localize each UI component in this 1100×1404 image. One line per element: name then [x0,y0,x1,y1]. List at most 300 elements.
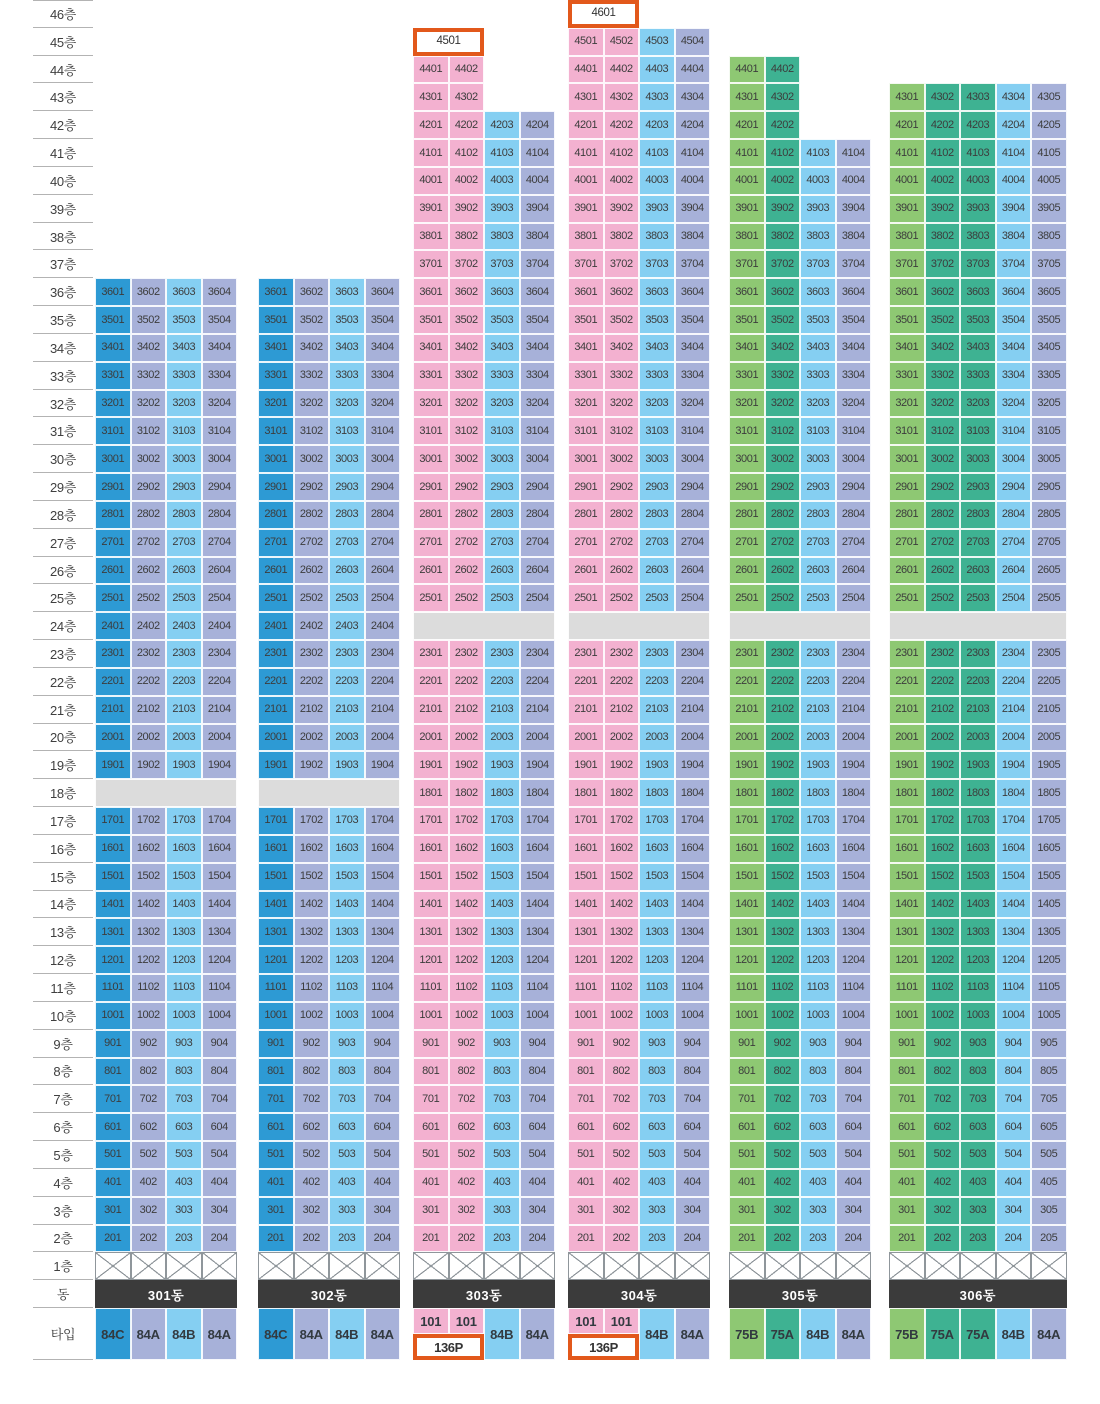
unit-cell[interactable]: 1302 [925,918,961,946]
unit-cell[interactable]: 1802 [925,779,961,807]
unit-cell[interactable]: 3405 [1031,334,1067,362]
unit-cell[interactable]: 503 [639,1141,675,1169]
unit-cell[interactable]: 1901 [729,751,765,779]
unit-cell[interactable]: 3602 [294,278,330,306]
unit-cell[interactable]: 502 [449,1141,485,1169]
unit-cell[interactable]: 3204 [520,390,556,418]
unit-cell[interactable]: 1705 [1031,807,1067,835]
unit-cell[interactable]: 4302 [604,83,640,111]
unit-cell[interactable]: 3102 [925,417,961,445]
unit-cell[interactable]: 703 [484,1085,520,1113]
unit-cell[interactable]: 1603 [329,835,365,863]
unit-cell[interactable]: 3501 [258,306,294,334]
unit-cell[interactable]: 3101 [729,417,765,445]
unit-cell[interactable]: 4301 [568,83,604,111]
unit-cell[interactable]: 1702 [449,807,485,835]
unit-cell[interactable]: 2003 [960,724,996,752]
unit-cell[interactable]: 1402 [925,891,961,919]
unit-cell[interactable]: 1603 [484,835,520,863]
unit-cell[interactable]: 1603 [800,835,836,863]
unit-cell[interactable]: 1701 [729,807,765,835]
unit-cell[interactable]: 3302 [925,362,961,390]
unit-cell[interactable]: 604 [675,1113,711,1141]
unit-cell[interactable]: 2102 [765,696,801,724]
unit-cell[interactable]: 3301 [258,362,294,390]
unit-cell[interactable]: 503 [329,1141,365,1169]
unit-cell[interactable]: 2504 [365,584,401,612]
unit-cell[interactable]: 4103 [800,139,836,167]
unit-cell[interactable]: 2801 [258,501,294,529]
unit-cell[interactable]: 2502 [604,584,640,612]
unit-cell[interactable]: 1004 [520,1002,556,1030]
unit-cell[interactable]: 2504 [202,584,238,612]
unit-cell[interactable]: 302 [131,1197,167,1225]
unit-cell[interactable]: 2001 [729,724,765,752]
unit-cell[interactable]: 1402 [294,891,330,919]
unit-cell[interactable]: 1904 [365,751,401,779]
unit-cell[interactable]: 3202 [765,390,801,418]
unit-cell[interactable]: 4102 [925,139,961,167]
unit-cell[interactable]: 4202 [449,111,485,139]
unit-cell[interactable]: 201 [729,1225,765,1253]
unit-cell[interactable]: 3604 [675,278,711,306]
unit-cell[interactable]: 1401 [413,891,449,919]
unit-cell[interactable]: 301 [889,1197,925,1225]
unit-cell[interactable]: 4001 [413,167,449,195]
unit-cell[interactable]: 1704 [520,807,556,835]
unit-cell[interactable]: 1601 [95,835,131,863]
unit-cell[interactable]: 502 [294,1141,330,1169]
unit-cell[interactable]: 904 [365,1030,401,1058]
unit-cell[interactable]: 4204 [520,111,556,139]
unit-cell[interactable]: 2101 [95,696,131,724]
unit-cell[interactable]: 901 [95,1030,131,1058]
unit-cell[interactable]: 3602 [925,278,961,306]
unit-cell[interactable]: 2002 [925,724,961,752]
unit-cell[interactable]: 1001 [889,1002,925,1030]
unit-cell[interactable]: 3502 [131,306,167,334]
unit-cell[interactable]: 2804 [996,501,1032,529]
unit-cell[interactable]: 303 [800,1197,836,1225]
unit-cell[interactable]: 3903 [800,195,836,223]
unit-cell[interactable]: 3603 [166,278,202,306]
unit-cell[interactable]: 4204 [675,111,711,139]
unit-cell[interactable]: 2903 [166,473,202,501]
unit-cell[interactable]: 1901 [889,751,925,779]
unit-cell[interactable]: 2502 [765,584,801,612]
unit-cell[interactable]: 3102 [604,417,640,445]
unit-cell[interactable]: 1504 [365,863,401,891]
unit-cell[interactable]: 2901 [568,473,604,501]
unit-cell[interactable]: 2903 [484,473,520,501]
unit-cell[interactable]: 1501 [568,863,604,891]
unit-cell[interactable]: 4201 [413,111,449,139]
unit-cell[interactable]: 3402 [925,334,961,362]
unit-cell[interactable]: 2202 [294,668,330,696]
unit-cell[interactable]: 3604 [202,278,238,306]
unit-cell[interactable]: 3302 [294,362,330,390]
unit-cell[interactable]: 602 [604,1113,640,1141]
unit-cell[interactable]: 3402 [449,334,485,362]
unit-cell[interactable]: 504 [365,1141,401,1169]
unit-cell[interactable]: 501 [889,1141,925,1169]
unit-cell[interactable]: 2802 [765,501,801,529]
unit-cell[interactable]: 1202 [131,946,167,974]
unit-cell[interactable]: 205 [1031,1225,1067,1253]
unit-cell[interactable]: 3602 [765,278,801,306]
unit-cell[interactable]: 3703 [639,250,675,278]
unit-cell[interactable]: 702 [131,1085,167,1113]
unit-cell[interactable]: 1404 [520,891,556,919]
unit-cell[interactable]: 3902 [765,195,801,223]
unit-cell[interactable]: 3504 [202,306,238,334]
unit-cell[interactable]: 703 [639,1085,675,1113]
unit-cell[interactable]: 202 [604,1225,640,1253]
unit-cell[interactable]: 4401 [413,56,449,84]
unit-cell[interactable]: 1802 [449,779,485,807]
unit-cell[interactable]: 202 [449,1225,485,1253]
unit-cell[interactable]: 3001 [95,445,131,473]
unit-cell[interactable]: 1204 [202,946,238,974]
unit-cell[interactable]: 2702 [449,529,485,557]
unit-cell[interactable]: 2104 [520,696,556,724]
unit-cell[interactable]: 4202 [604,111,640,139]
unit-cell[interactable]: 1204 [365,946,401,974]
unit-cell[interactable]: 2201 [95,668,131,696]
unit-cell[interactable]: 2101 [889,696,925,724]
unit-cell[interactable]: 2604 [365,557,401,585]
unit-cell[interactable]: 1704 [996,807,1032,835]
unit-cell[interactable]: 2301 [258,640,294,668]
unit-cell[interactable]: 4005 [1031,167,1067,195]
unit-cell[interactable]: 3601 [568,278,604,306]
unit-cell[interactable]: 3404 [836,334,872,362]
unit-cell[interactable]: 3702 [604,250,640,278]
unit-cell[interactable]: 2202 [925,668,961,696]
unit-cell[interactable]: 3403 [329,334,365,362]
unit-cell[interactable]: 4201 [889,111,925,139]
unit-cell[interactable]: 904 [836,1030,872,1058]
unit-cell[interactable]: 2304 [520,640,556,668]
unit-cell[interactable]: 601 [889,1113,925,1141]
unit-cell[interactable]: 3503 [166,306,202,334]
unit-cell[interactable]: 1302 [131,918,167,946]
unit-cell[interactable]: 1103 [329,974,365,1002]
unit-cell[interactable]: 1202 [604,946,640,974]
unit-cell[interactable]: 2001 [889,724,925,752]
unit-cell[interactable]: 3704 [520,250,556,278]
unit-cell[interactable]: 202 [925,1225,961,1253]
unit-cell[interactable]: 2901 [258,473,294,501]
unit-cell[interactable]: 1004 [675,1002,711,1030]
unit-cell[interactable]: 401 [729,1169,765,1197]
unit-cell[interactable]: 1704 [675,807,711,835]
unit-cell[interactable]: 3302 [604,362,640,390]
unit-cell[interactable]: 1604 [202,835,238,863]
unit-cell[interactable]: 1303 [329,918,365,946]
unit-cell[interactable]: 3803 [639,223,675,251]
unit-cell[interactable]: 2501 [258,584,294,612]
unit-cell[interactable]: 3001 [729,445,765,473]
unit-cell[interactable]: 3605 [1031,278,1067,306]
unit-cell[interactable]: 302 [604,1197,640,1225]
unit-cell[interactable]: 4101 [568,139,604,167]
unit-cell[interactable]: 1901 [95,751,131,779]
unit-cell[interactable]: 503 [484,1141,520,1169]
unit-cell[interactable]: 1904 [520,751,556,779]
unit-cell[interactable]: 4101 [413,139,449,167]
unit-cell[interactable]: 804 [365,1058,401,1086]
unit-cell[interactable]: 3105 [1031,417,1067,445]
unit-cell[interactable]: 3304 [836,362,872,390]
unit-cell[interactable]: 603 [800,1113,836,1141]
unit-cell[interactable]: 1104 [675,974,711,1002]
unit-cell[interactable]: 2702 [131,529,167,557]
unit-cell[interactable]: 3203 [484,390,520,418]
unit-cell[interactable]: 2203 [166,668,202,696]
unit-cell[interactable]: 1304 [202,918,238,946]
unit-cell[interactable]: 3802 [449,223,485,251]
unit-cell[interactable]: 2704 [202,529,238,557]
unit-cell[interactable]: 901 [413,1030,449,1058]
unit-cell[interactable]: 1001 [568,1002,604,1030]
unit-cell[interactable]: 702 [449,1085,485,1113]
unit-cell[interactable]: 2303 [639,640,675,668]
unit-cell[interactable]: 4004 [675,167,711,195]
unit-cell[interactable]: 3602 [131,278,167,306]
unit-cell[interactable]: 1403 [166,891,202,919]
unit-cell[interactable]: 2202 [765,668,801,696]
unit-cell[interactable]: 3701 [568,250,604,278]
unit-cell[interactable]: 3504 [836,306,872,334]
unit-cell[interactable]: 1501 [889,863,925,891]
unit-cell[interactable]: 504 [520,1141,556,1169]
unit-cell[interactable]: 1501 [729,863,765,891]
unit-cell[interactable]: 1404 [836,891,872,919]
unit-cell[interactable]: 1802 [765,779,801,807]
unit-cell[interactable]: 1403 [800,891,836,919]
unit-cell[interactable]: 303 [329,1197,365,1225]
unit-cell[interactable]: 1102 [925,974,961,1002]
unit-cell[interactable]: 2501 [95,584,131,612]
unit-cell[interactable]: 3201 [413,390,449,418]
unit-cell[interactable]: 204 [365,1225,401,1253]
unit-cell[interactable]: 1602 [294,835,330,863]
unit-cell[interactable]: 3303 [800,362,836,390]
unit-cell[interactable]: 1602 [765,835,801,863]
unit-cell[interactable]: 2905 [1031,473,1067,501]
unit-cell[interactable]: 2703 [639,529,675,557]
unit-cell[interactable]: 405 [1031,1169,1067,1197]
unit-cell[interactable]: 1003 [960,1002,996,1030]
unit-cell[interactable]: 2104 [202,696,238,724]
unit-cell[interactable]: 1903 [166,751,202,779]
unit-cell[interactable]: 1102 [765,974,801,1002]
unit-cell[interactable]: 2903 [800,473,836,501]
unit-cell[interactable]: 503 [960,1141,996,1169]
unit-cell[interactable]: 1005 [1031,1002,1067,1030]
unit-cell[interactable]: 1303 [639,918,675,946]
unit-cell[interactable]: 2103 [329,696,365,724]
penthouse-unit-cell[interactable]: 4501 [413,28,484,56]
unit-cell[interactable]: 1201 [95,946,131,974]
unit-cell[interactable]: 4104 [675,139,711,167]
unit-cell[interactable]: 2701 [568,529,604,557]
unit-cell[interactable]: 4001 [729,167,765,195]
unit-cell[interactable]: 2604 [675,557,711,585]
unit-cell[interactable]: 2203 [484,668,520,696]
unit-cell[interactable]: 4301 [413,83,449,111]
unit-cell[interactable]: 1503 [484,863,520,891]
unit-cell[interactable]: 2104 [996,696,1032,724]
unit-cell[interactable]: 704 [836,1085,872,1113]
unit-cell[interactable]: 1104 [520,974,556,1002]
unit-cell[interactable]: 2301 [889,640,925,668]
unit-cell[interactable]: 201 [889,1225,925,1253]
unit-cell[interactable]: 1702 [131,807,167,835]
unit-cell[interactable]: 3805 [1031,223,1067,251]
unit-cell[interactable]: 3102 [765,417,801,445]
unit-cell[interactable]: 3802 [925,223,961,251]
unit-cell[interactable]: 3101 [95,417,131,445]
unit-cell[interactable]: 4102 [449,139,485,167]
unit-cell[interactable]: 305 [1031,1197,1067,1225]
unit-cell[interactable]: 2804 [836,501,872,529]
unit-cell[interactable]: 402 [131,1169,167,1197]
unit-cell[interactable]: 1202 [925,946,961,974]
unit-cell[interactable]: 4104 [836,139,872,167]
unit-cell[interactable]: 4003 [484,167,520,195]
unit-cell[interactable]: 2201 [729,668,765,696]
unit-cell[interactable]: 2805 [1031,501,1067,529]
unit-cell[interactable]: 2604 [996,557,1032,585]
unit-cell[interactable]: 903 [166,1030,202,1058]
unit-cell[interactable]: 2304 [996,640,1032,668]
unit-cell[interactable]: 2602 [604,557,640,585]
unit-cell[interactable]: 204 [202,1225,238,1253]
unit-cell[interactable]: 3003 [639,445,675,473]
unit-cell[interactable]: 3203 [166,390,202,418]
unit-cell[interactable]: 3702 [449,250,485,278]
unit-cell[interactable]: 4402 [765,56,801,84]
unit-cell[interactable]: 2103 [960,696,996,724]
unit-cell[interactable]: 2801 [95,501,131,529]
unit-cell[interactable]: 1101 [258,974,294,1002]
unit-cell[interactable]: 1002 [925,1002,961,1030]
unit-cell[interactable]: 301 [729,1197,765,1225]
unit-cell[interactable]: 2102 [449,696,485,724]
unit-cell[interactable]: 2002 [449,724,485,752]
unit-cell[interactable]: 2103 [800,696,836,724]
unit-cell[interactable]: 2701 [258,529,294,557]
unit-cell[interactable]: 3003 [484,445,520,473]
unit-cell[interactable]: 1901 [413,751,449,779]
unit-cell[interactable]: 1904 [996,751,1032,779]
unit-cell[interactable]: 3403 [484,334,520,362]
unit-cell[interactable]: 1301 [258,918,294,946]
unit-cell[interactable]: 2303 [484,640,520,668]
unit-cell[interactable]: 3802 [604,223,640,251]
unit-cell[interactable]: 4002 [449,167,485,195]
unit-cell[interactable]: 2504 [520,584,556,612]
unit-cell[interactable]: 3804 [520,223,556,251]
unit-cell[interactable]: 3504 [365,306,401,334]
unit-cell[interactable]: 3902 [604,195,640,223]
unit-cell[interactable]: 2601 [258,557,294,585]
unit-cell[interactable]: 804 [520,1058,556,1086]
unit-cell[interactable]: 2801 [729,501,765,529]
unit-cell[interactable]: 1202 [294,946,330,974]
unit-cell[interactable]: 1902 [604,751,640,779]
unit-cell[interactable]: 1403 [960,891,996,919]
unit-cell[interactable]: 1601 [729,835,765,863]
unit-cell[interactable]: 1101 [889,974,925,1002]
unit-cell[interactable]: 1404 [996,891,1032,919]
unit-cell[interactable]: 3302 [765,362,801,390]
unit-cell[interactable]: 1201 [568,946,604,974]
unit-cell[interactable]: 3304 [996,362,1032,390]
unit-cell[interactable]: 1104 [996,974,1032,1002]
unit-cell[interactable]: 2202 [449,668,485,696]
unit-cell[interactable]: 3501 [413,306,449,334]
unit-cell[interactable]: 1102 [449,974,485,1002]
unit-cell[interactable]: 3704 [675,250,711,278]
unit-cell[interactable]: 2902 [604,473,640,501]
unit-cell[interactable]: 1001 [95,1002,131,1030]
unit-cell[interactable]: 3704 [836,250,872,278]
unit-cell[interactable]: 202 [294,1225,330,1253]
unit-cell[interactable]: 2701 [413,529,449,557]
unit-cell[interactable]: 2401 [258,612,294,640]
unit-cell[interactable]: 3403 [639,334,675,362]
unit-cell[interactable]: 1402 [765,891,801,919]
unit-cell[interactable]: 504 [996,1141,1032,1169]
unit-cell[interactable]: 1202 [765,946,801,974]
unit-cell[interactable]: 1501 [258,863,294,891]
unit-cell[interactable]: 3103 [329,417,365,445]
unit-cell[interactable]: 2204 [202,668,238,696]
unit-cell[interactable]: 303 [484,1197,520,1225]
unit-cell[interactable]: 804 [675,1058,711,1086]
unit-cell[interactable]: 801 [568,1058,604,1086]
unit-cell[interactable]: 2503 [800,584,836,612]
unit-cell[interactable]: 1003 [166,1002,202,1030]
unit-cell[interactable]: 703 [800,1085,836,1113]
unit-cell[interactable]: 3202 [449,390,485,418]
unit-cell[interactable]: 3703 [484,250,520,278]
unit-cell[interactable]: 3702 [925,250,961,278]
unit-cell[interactable]: 3803 [960,223,996,251]
unit-cell[interactable]: 3002 [765,445,801,473]
unit-cell[interactable]: 1401 [95,891,131,919]
unit-cell[interactable]: 3904 [996,195,1032,223]
unit-cell[interactable]: 401 [95,1169,131,1197]
unit-cell[interactable]: 1503 [329,863,365,891]
unit-cell[interactable]: 1403 [639,891,675,919]
unit-cell[interactable]: 2303 [166,640,202,668]
unit-cell[interactable]: 2305 [1031,640,1067,668]
unit-cell[interactable]: 1803 [800,779,836,807]
unit-cell[interactable]: 2503 [484,584,520,612]
unit-cell[interactable]: 4003 [639,167,675,195]
unit-cell[interactable]: 4004 [520,167,556,195]
unit-cell[interactable]: 2503 [166,584,202,612]
unit-cell[interactable]: 803 [329,1058,365,1086]
unit-cell[interactable]: 4303 [639,83,675,111]
unit-cell[interactable]: 304 [836,1197,872,1225]
unit-cell[interactable]: 1904 [675,751,711,779]
unit-cell[interactable]: 3003 [800,445,836,473]
